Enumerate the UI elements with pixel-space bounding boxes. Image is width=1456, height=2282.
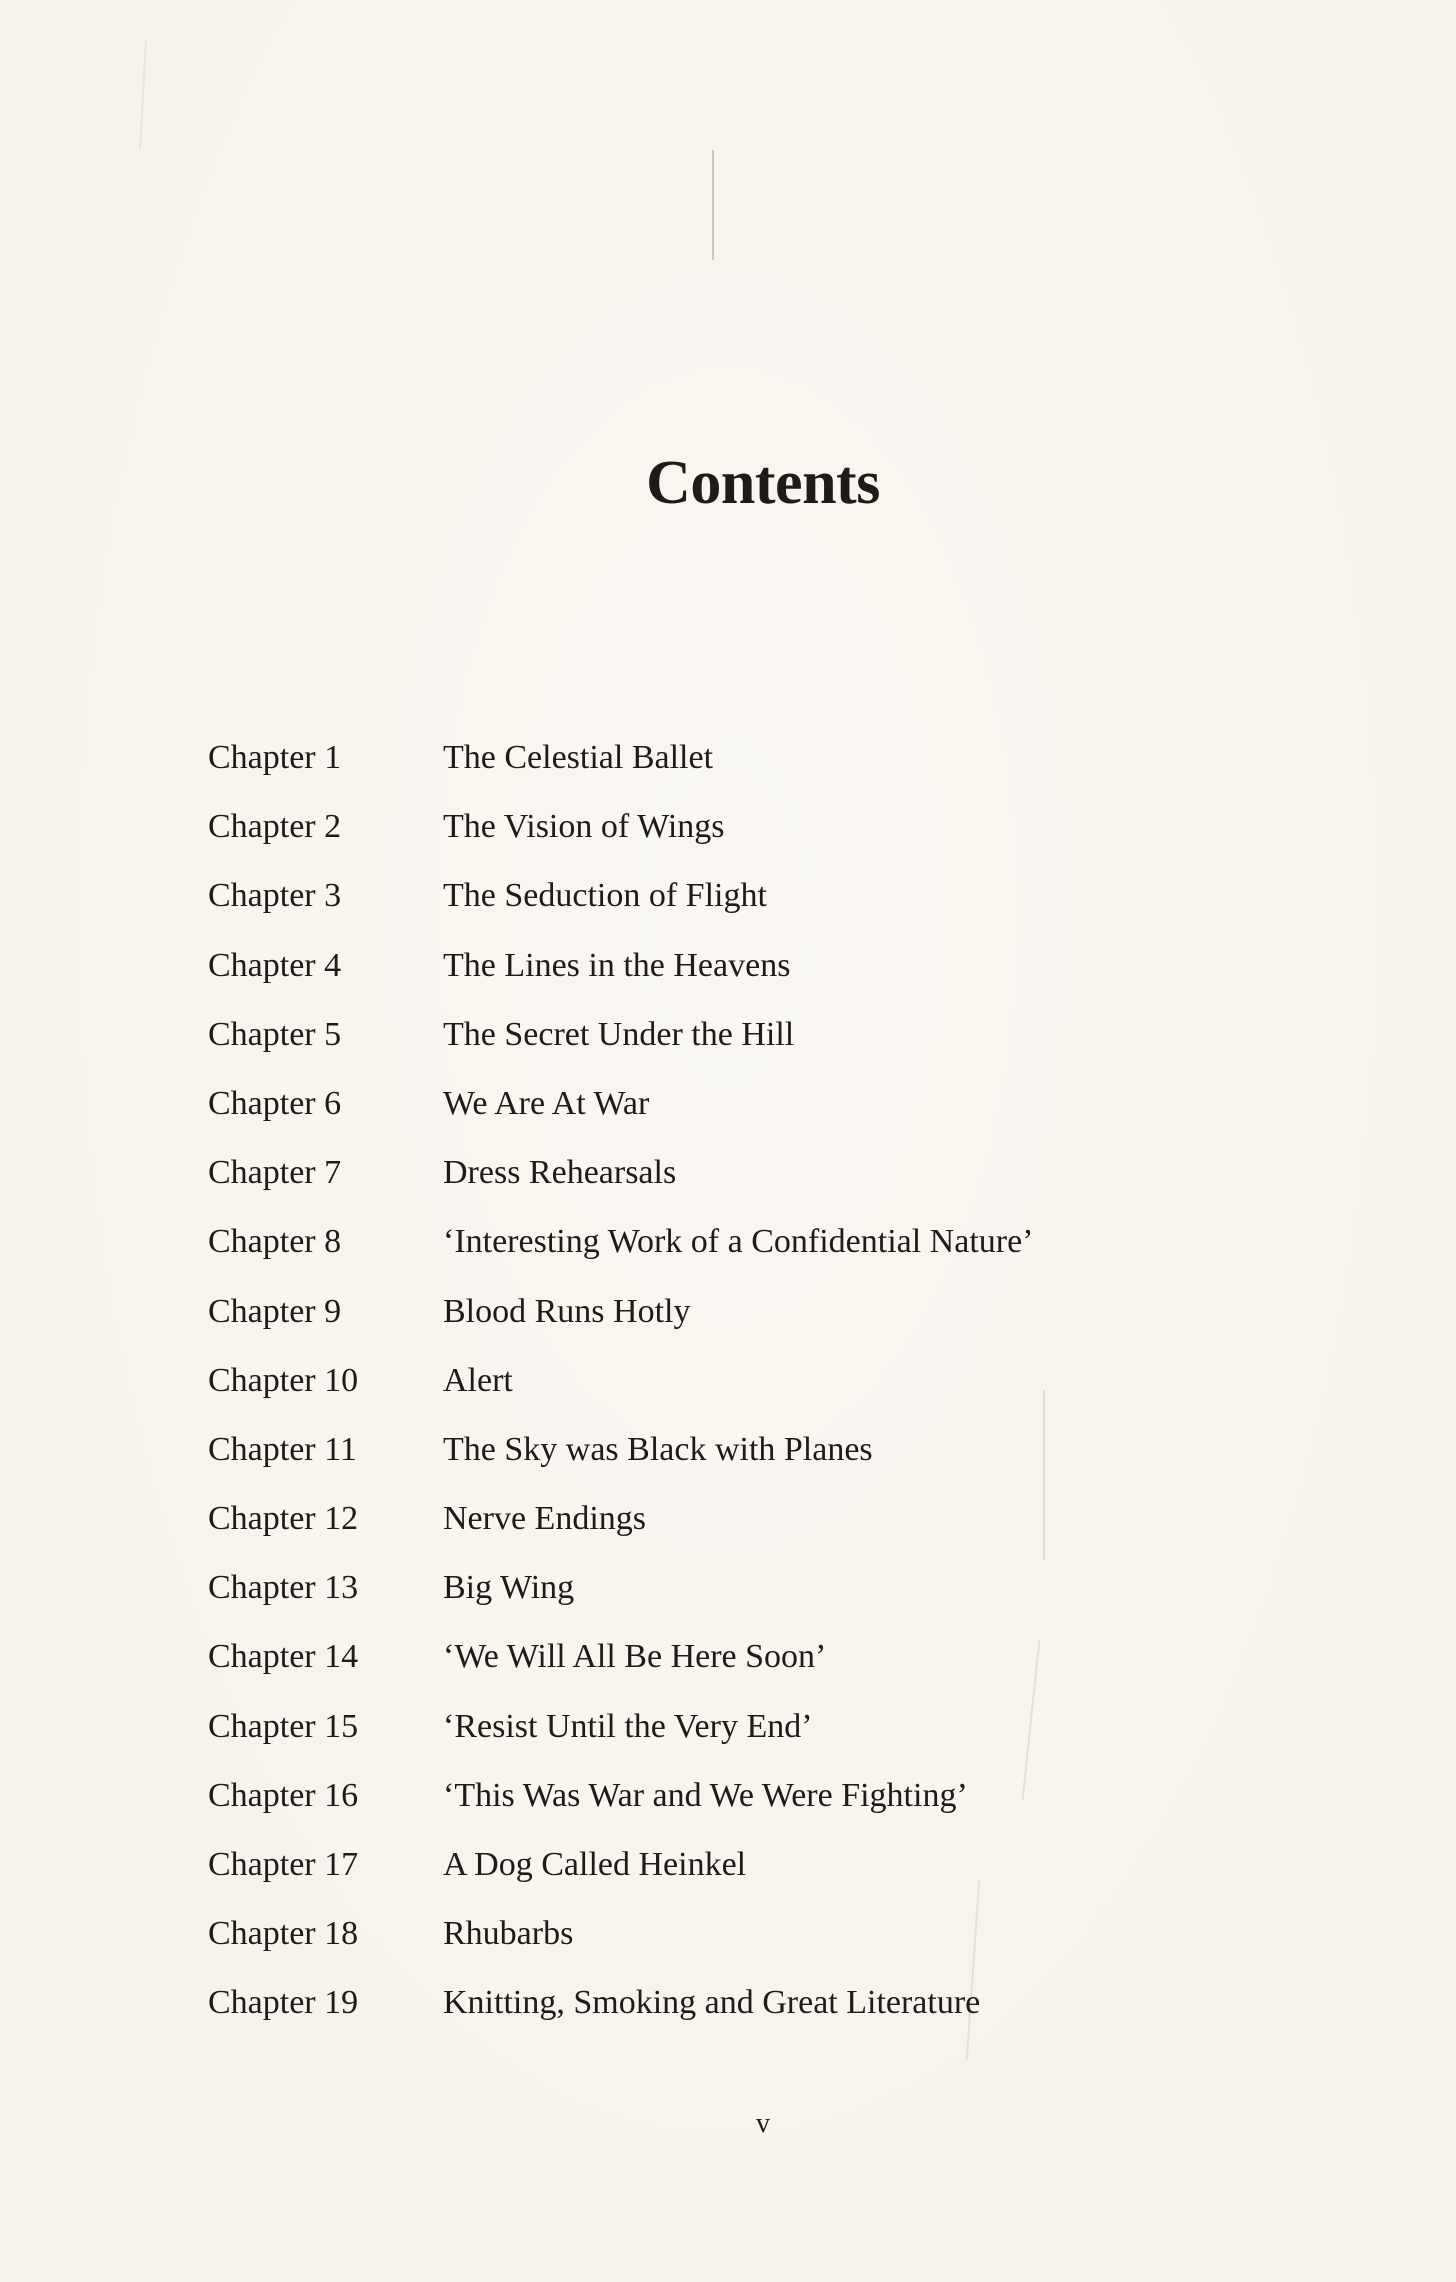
table-of-contents xyxy=(208,732,1308,2047)
chapter-title: The Sky was Black with Planes xyxy=(443,1430,873,1468)
paper-mark xyxy=(139,40,147,150)
toc-entry xyxy=(208,1631,1308,1700)
chapter-title: ‘We Will All Be Here Soon’ xyxy=(443,1638,827,1676)
chapter-number: Chapter 7 xyxy=(208,1154,342,1192)
chapter-title: The Lines in the Heavens xyxy=(443,946,791,984)
toc-entry xyxy=(208,1286,1308,1355)
toc-entry xyxy=(208,1424,1308,1493)
toc-entry xyxy=(208,732,1308,801)
chapter-number: Chapter 5 xyxy=(208,1015,342,1053)
chapter-title: The Vision of Wings xyxy=(443,808,725,846)
toc-entry xyxy=(208,1216,1308,1285)
chapter-number: Chapter 17 xyxy=(208,1846,359,1883)
chapter-number: Chapter 16 xyxy=(208,1776,359,1814)
toc-entry xyxy=(208,1493,1308,1562)
page-number: v xyxy=(756,2108,770,2139)
chapter-title: Big Wing xyxy=(443,1569,575,1607)
chapter-number: Chapter 9 xyxy=(208,1292,342,1330)
toc-entry xyxy=(208,1977,1308,2046)
chapter-title: Dress Rehearsals xyxy=(443,1154,677,1192)
chapter-number: Chapter 19 xyxy=(208,1984,359,2022)
chapter-title: Knitting, Smoking and Great Literature xyxy=(443,1984,981,2022)
toc-entry xyxy=(208,1839,1308,1908)
chapter-number: Chapter 10 xyxy=(208,1361,359,1399)
chapter-number: Chapter 13 xyxy=(208,1569,359,1607)
chapter-number: Chapter 15 xyxy=(208,1707,359,1745)
chapter-number: Chapter 1 xyxy=(208,739,342,776)
chapter-number: Chapter 6 xyxy=(208,1084,342,1122)
toc-entry xyxy=(208,1009,1308,1078)
chapter-title: ‘This Was War and We Were Fighting’ xyxy=(443,1776,968,1814)
chapter-title: Blood Runs Hotly xyxy=(443,1292,691,1330)
toc-entry xyxy=(208,1078,1308,1147)
chapter-title: The Seduction of Flight xyxy=(443,877,767,915)
chapter-number: Chapter 2 xyxy=(208,808,342,846)
chapter-title: The Secret Under the Hill xyxy=(443,1015,795,1053)
chapter-title: Rhubarbs xyxy=(443,1915,574,1953)
chapter-number: Chapter 3 xyxy=(208,877,342,915)
paper-mark xyxy=(712,150,714,260)
toc-entry xyxy=(208,1355,1308,1424)
toc-entry xyxy=(208,1908,1308,1977)
toc-entry xyxy=(208,1701,1308,1770)
chapter-title: We Are At War xyxy=(443,1084,650,1122)
toc-entry xyxy=(208,801,1308,870)
chapter-number: Chapter 18 xyxy=(208,1915,359,1953)
chapter-number: Chapter 14 xyxy=(208,1638,359,1676)
chapter-title: The Celestial Ballet xyxy=(443,739,714,776)
chapter-number: Chapter 4 xyxy=(208,946,342,984)
chapter-title: ‘Interesting Work of a Confidential Nature’ xyxy=(443,1223,1034,1261)
chapter-title: Alert xyxy=(443,1361,513,1399)
chapter-title: A Dog Called Heinkel xyxy=(443,1846,747,1883)
toc-entry xyxy=(208,1562,1308,1631)
toc-entry xyxy=(208,1770,1308,1839)
chapter-title: Nerve Endings xyxy=(443,1500,647,1538)
toc-entry xyxy=(208,940,1308,1009)
page-title: Contents xyxy=(646,449,880,517)
chapter-number: Chapter 12 xyxy=(208,1500,359,1538)
toc-entry xyxy=(208,870,1308,939)
chapter-title: ‘Resist Until the Very End’ xyxy=(443,1707,813,1745)
toc-entry xyxy=(208,1147,1308,1216)
chapter-number: Chapter 8 xyxy=(208,1223,342,1261)
chapter-number: Chapter 11 xyxy=(208,1430,357,1468)
